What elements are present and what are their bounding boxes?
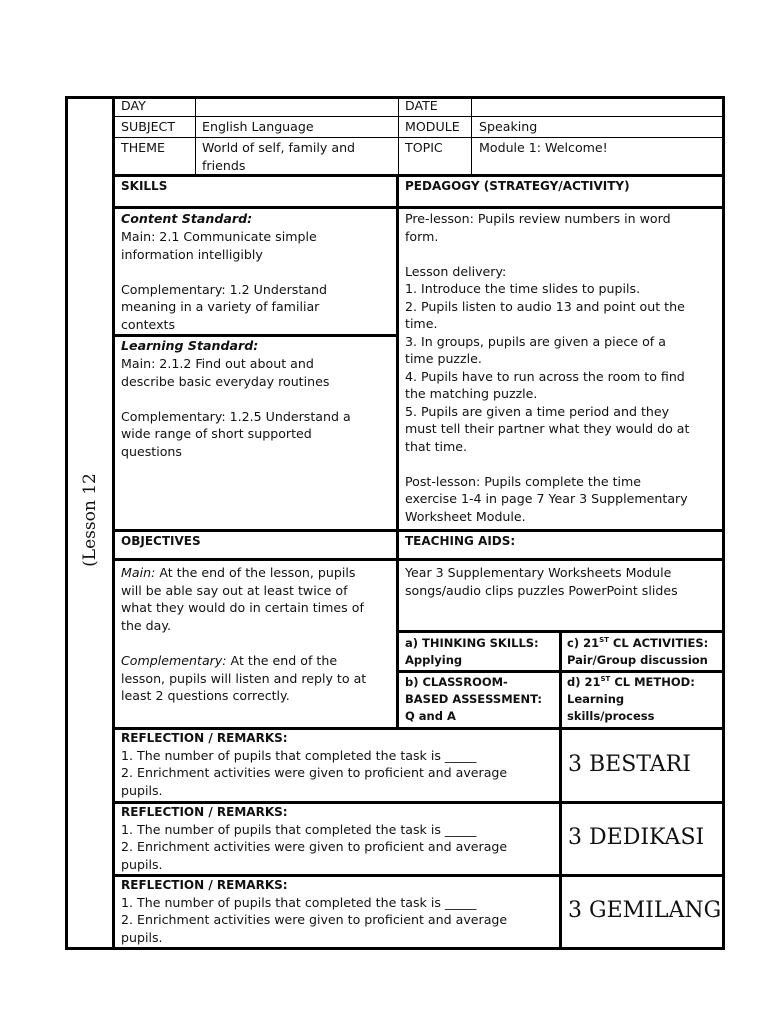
class-name: 3 DEDIKASI [568,825,705,850]
cl-method-box [567,674,695,725]
objectives-main [121,564,364,634]
reflection-heading: REFLECTION / REMARKS: [121,805,288,819]
cl-method-sup: ST [600,675,611,684]
content-standard-text: Main: 2.1 Communicate simple information intelligibly Complementary: 1.2 Understand meaning in a variety of familiar contexts [121,229,327,332]
cl-method-prefix: d) 21 [567,675,601,689]
topic-value: Module 1: Welcome! [479,140,608,155]
cl-activities-sup: ST [599,636,609,645]
module-value: Speaking [479,119,538,134]
skills-heading: SKILLS [121,179,168,193]
pedagogy-text: Pre-lesson: Pupils review numbers in word form. Lesson delivery: 1. Introduce the time slides to pupils. 2. Pupils listen to audio 13 and point out the time. 3. In groups, pupils are given a piece of a time puzzle. 4. Pupils have to run across the room to find the matching puzzle. 5. Pupils are given a time period and they must tell their partner what they would do at that time. Post-lesson: Pupils complete the time exercise 1-4 in page 7 Year 3 Supplementary Worksheet Module. [405,211,690,524]
objectives-main-text: At the end of the lesson, pupils will be able say out at least twice of what they would do in certain times of the day. [121,565,364,633]
teaching-aids-text: Year 3 Supplementary Worksheets Module songs/audio clips puzzles PowerPoint slides [405,565,678,598]
reflection-line-1: 1. The number of pupils that completed the task is _____ [121,822,477,837]
thinking-skills-box: a) THINKING SKILLS: Applying [405,636,539,667]
learning-standard-label: Learning Standard: [121,338,259,353]
reflection-line-1: 1. The number of pupils that completed the task is _____ [121,895,477,910]
topic-label: TOPIC [405,140,443,155]
classroom-assessment-box: b) CLASSROOM- BASED ASSESSMENT: Q and A [405,675,542,723]
cl-method-suffix: CL METHOD: Learning skills/process [567,675,695,723]
reflection-line-1: 1. The number of pupils that completed the task is _____ [121,748,477,763]
cl-activities-prefix: c) 21 [567,636,600,650]
subject-value: English Language [202,119,314,134]
objectives-main-label: Main: [121,565,156,580]
objectives-heading: OBJECTIVES [121,534,201,548]
objectives-complementary [121,652,366,705]
module-label: MODULE [405,119,460,134]
objectives-comp-text: At the end of the lesson, pupils will listen and reply to at least 2 questions correctly. [121,653,367,703]
theme-label: THEME [121,140,165,155]
lesson-number-label: (Lesson 12 [80,473,100,567]
objectives-comp-label: Complementary: [121,653,227,668]
content-standard-label: Content Standard: [121,211,253,226]
cl-activities-suffix: CL ACTIVITIES: Pair/Group discussion [567,636,709,667]
reflection-heading: REFLECTION / REMARKS: [121,731,288,745]
teaching-aids-heading: TEACHING AIDS: [405,534,516,548]
class-name: 3 GEMILANG [568,898,722,923]
reflection-line-2: 2. Enrichment activities were given to proficient and average pupils. [121,839,508,872]
reflection-line-2: 2. Enrichment activities were given to proficient and average pupils. [121,912,508,945]
reflection-line-2: 2. Enrichment activities were given to proficient and average pupils. [121,765,508,798]
reflection-heading: REFLECTION / REMARKS: [121,878,288,892]
theme-value: World of self, family and friends [202,140,356,173]
learning-standard-text: Main: 2.1.2 Find out about and describe basic everyday routines Complementary: 1.2.5 Understand a wide range of short supported questions [121,356,351,459]
class-name: 3 BESTARI [568,752,691,777]
date-label: DATE [405,98,438,113]
day-label: DAY [121,98,146,113]
pedagogy-heading: PEDAGOGY (STRATEGY/ACTIVITY) [405,179,630,193]
cl-activities-box [567,635,708,669]
subject-label: SUBJECT [121,119,176,134]
